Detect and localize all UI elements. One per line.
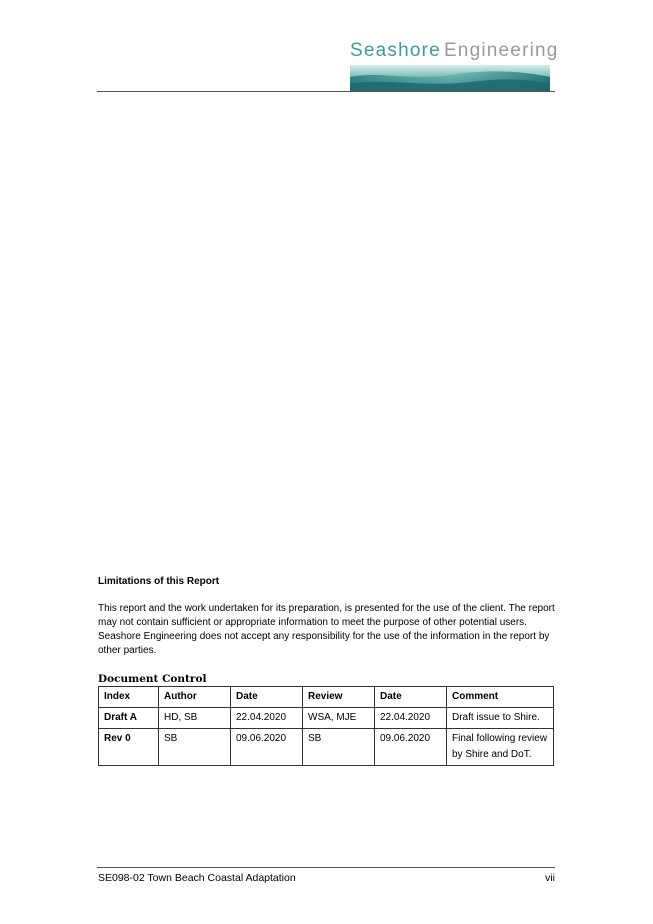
table-cell: 09.06.2020 [375,729,447,766]
table-cell: 22.04.2020 [231,708,303,729]
table-cell: SB [303,729,375,766]
table-cell: Draft A [99,708,159,729]
logo-wave-graphic [350,65,550,91]
header-divider [97,91,555,92]
table-cell: HD, SB [159,708,231,729]
table-cell: Final following review by Shire and DoT. [447,729,554,766]
column-header: Review [303,687,375,708]
limitations-title: Limitations of this Report [98,576,220,587]
table-header-row [99,687,554,708]
footer-document-reference: SE098-02 Town Beach Coastal Adaptation [98,872,296,884]
company-logo [350,40,559,92]
column-header: Author [159,687,231,708]
column-header: Date [231,687,303,708]
logo-word-engineering: Engineering [443,40,559,61]
logo-word-seashore: Seashore [350,40,441,61]
document-control-table [98,686,554,766]
logo-wordmark [350,40,559,62]
footer-divider [97,867,555,868]
column-header: Index [99,687,159,708]
document-control-title: Document Control [98,673,207,685]
table-row [99,708,554,729]
limitations-body: This report and the work undertaken for its preparation, is presented for the use of the client. The report may not contain sufficient or appropriate information to meet the purpose of other potential users. Seashore Engineering does not accept any responsibility for the use of the information in the report by other parties. [98,603,555,656]
table-cell: 09.06.2020 [231,729,303,766]
column-header: Comment [447,687,554,708]
table-cell: 22.04.2020 [375,708,447,729]
table-cell: Draft issue to Shire. [447,708,554,729]
table-cell: SB [159,729,231,766]
table-cell: Rev 0 [99,729,159,766]
table-row [99,729,554,766]
footer-page-number: vii [545,872,555,884]
column-header: Date [375,687,447,708]
table-cell: WSA, MJE [303,708,375,729]
